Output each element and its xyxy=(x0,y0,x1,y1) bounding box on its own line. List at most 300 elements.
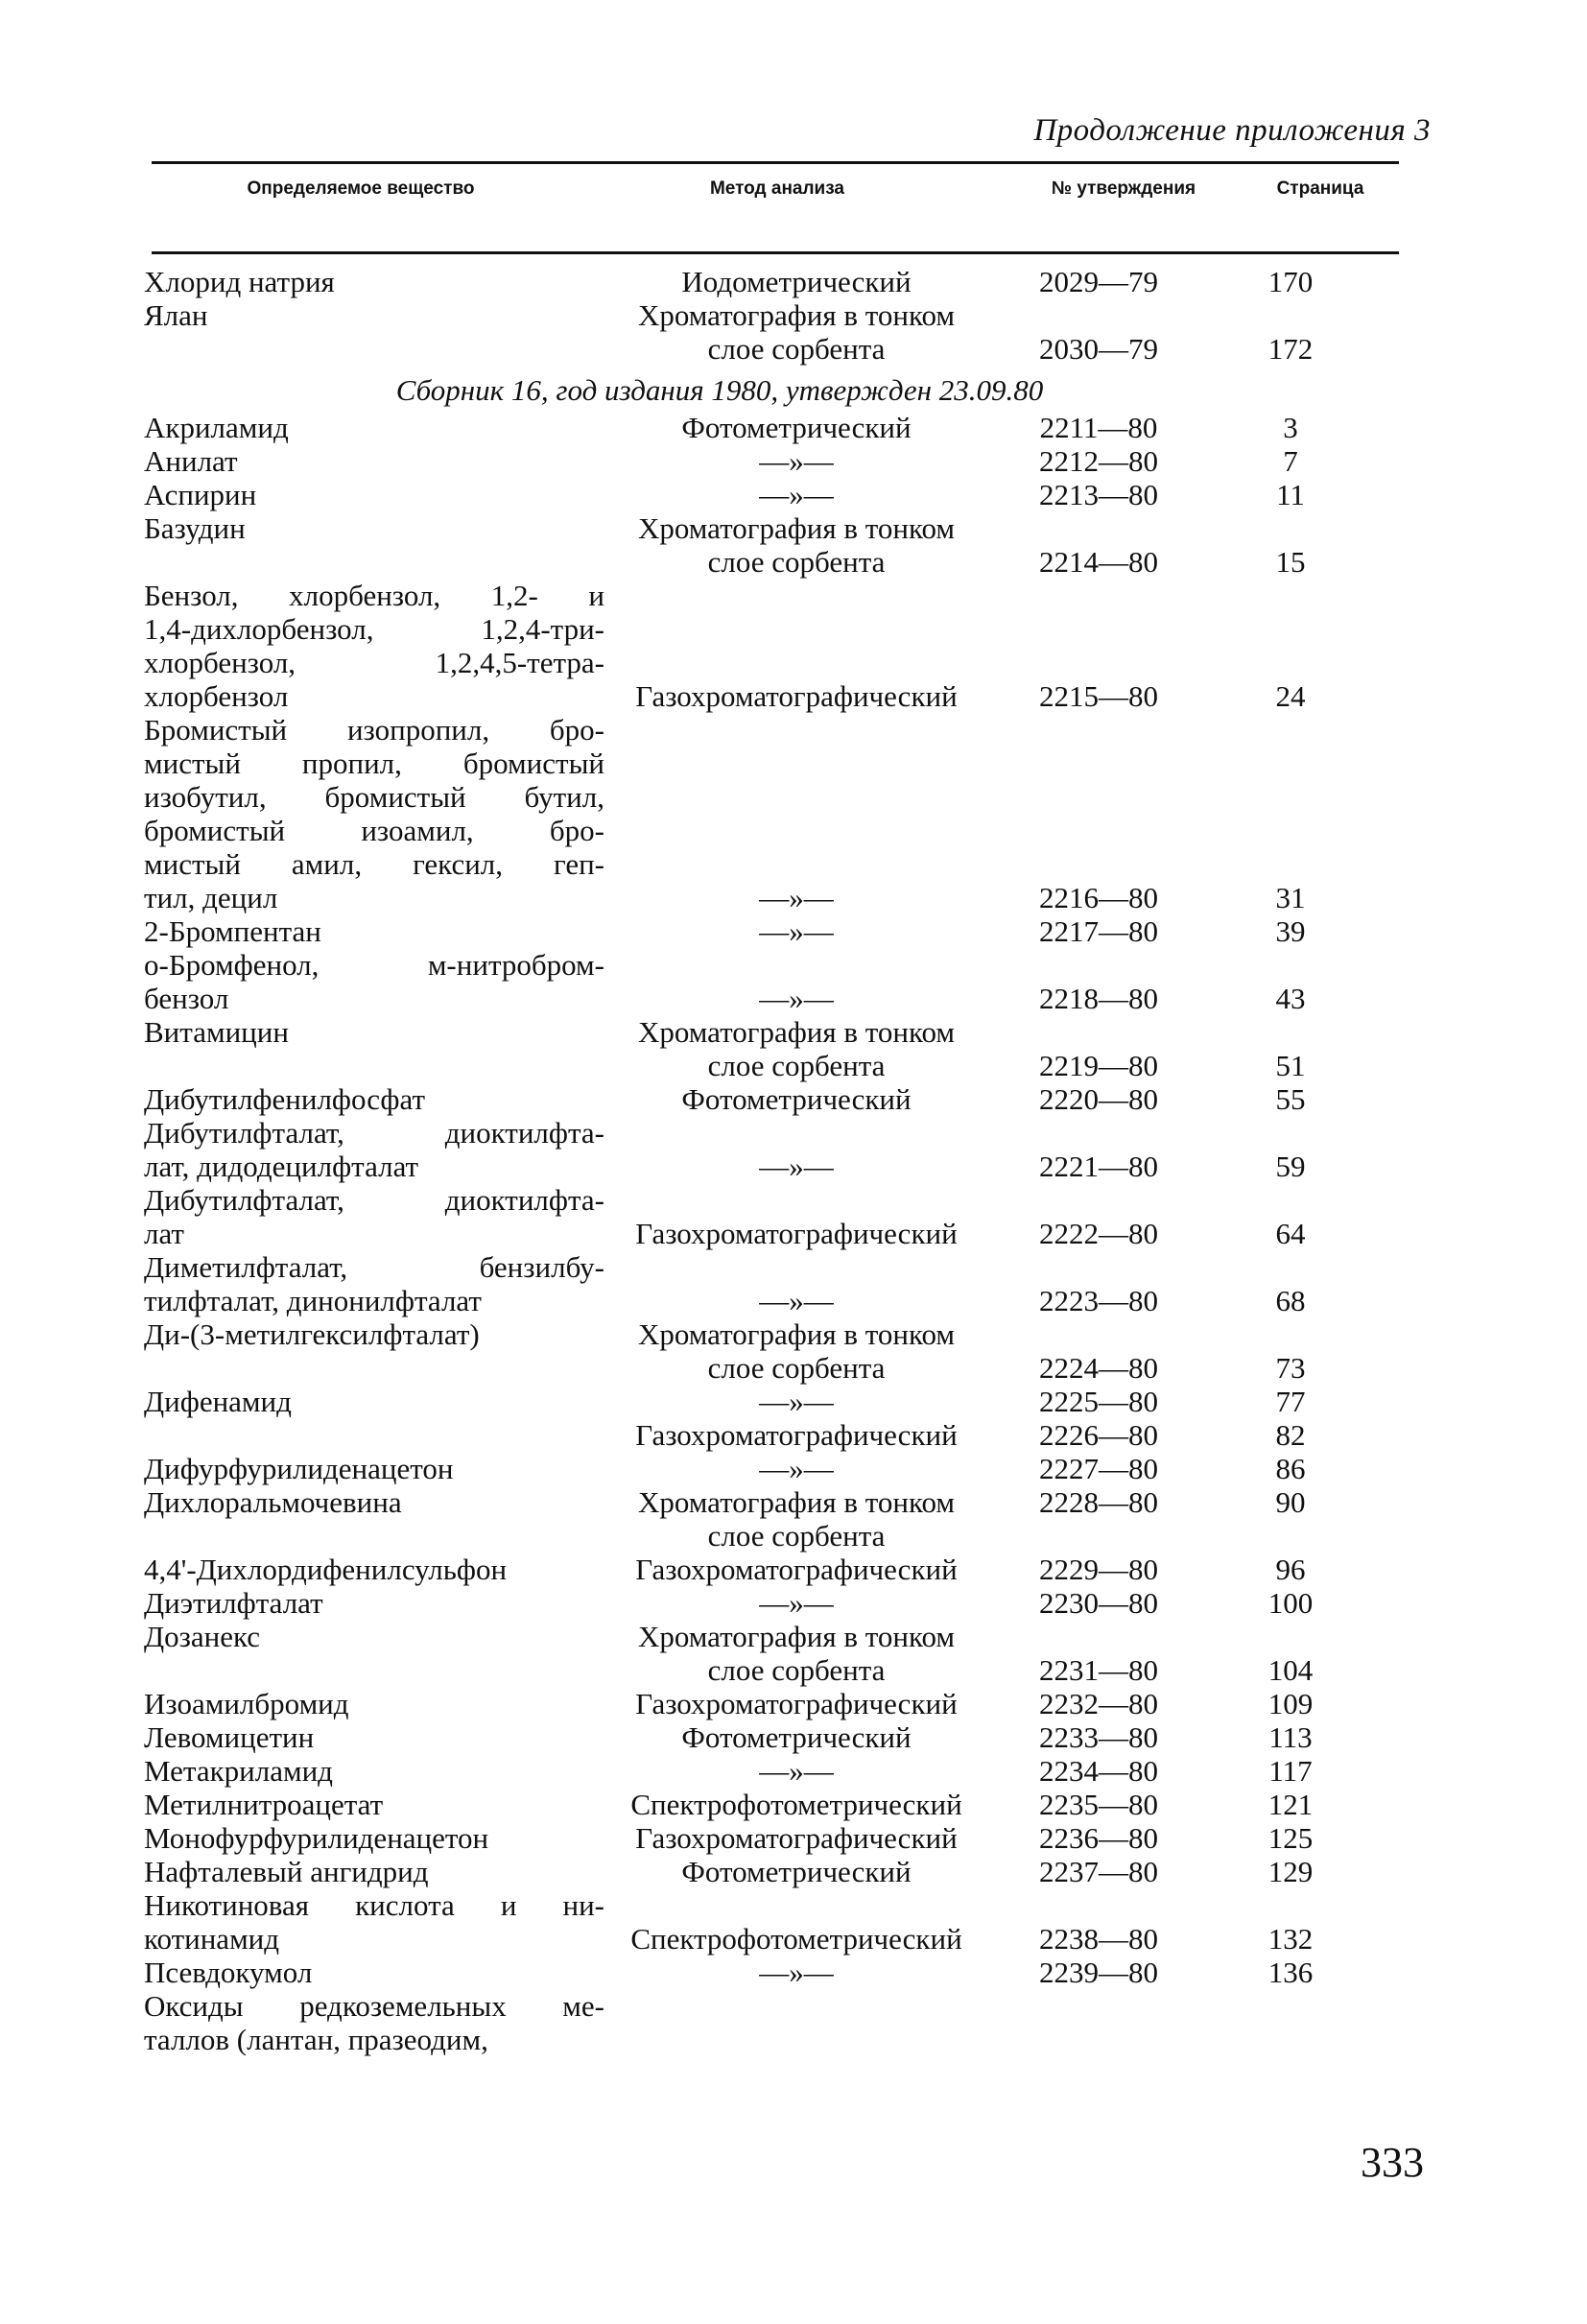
page-reference: 121 xyxy=(1267,1788,1314,1821)
approval-number: 2029—79 xyxy=(1039,265,1158,298)
page-reference: 170 xyxy=(1267,265,1314,298)
approval-number: 2230—80 xyxy=(1039,1586,1158,1620)
header-approval: № утверждения xyxy=(1051,178,1196,199)
substance-cell xyxy=(144,1620,604,1687)
method-line: —»— xyxy=(759,1754,834,1788)
substance-line: Псевдокумол xyxy=(144,1956,313,1989)
page-cell xyxy=(1209,1620,1372,1687)
approval-cell xyxy=(988,1485,1209,1553)
substance-cell xyxy=(144,1888,604,1956)
method-cell xyxy=(604,1956,988,1989)
substance-line: Анилат xyxy=(144,444,238,478)
substance-line: Дозанекс xyxy=(144,1620,261,1653)
page-cell xyxy=(1209,1855,1372,1888)
substance-line: котинамид xyxy=(144,1922,280,1956)
approval-cell xyxy=(988,1956,1209,1989)
substance-line: Монофурфурилиденацетон xyxy=(144,1821,489,1855)
substance-line: Дибутилфталат, диоктилфта- xyxy=(144,1116,604,1150)
table-row xyxy=(144,914,1401,948)
method-cell xyxy=(604,478,988,511)
approval-cell xyxy=(988,478,1209,511)
substance-line: 2-Бромпентан xyxy=(144,914,321,948)
approval-number: 2222—80 xyxy=(1039,1217,1158,1250)
substance-line: Никотиновая кислота и ни- xyxy=(144,1888,604,1922)
method-line: Газохроматографический xyxy=(635,1418,958,1452)
page-cell xyxy=(1209,444,1372,478)
page-reference: 82 xyxy=(1275,1418,1306,1452)
substance-line: Метакриламид xyxy=(144,1754,333,1788)
method-cell xyxy=(604,1250,988,1317)
substance-cell xyxy=(144,511,604,579)
method-line: слое сорбента xyxy=(707,1653,886,1687)
approval-cell xyxy=(988,1788,1209,1821)
table-row xyxy=(144,1485,1401,1553)
page-cell xyxy=(1209,1586,1372,1620)
page-reference: 3 xyxy=(1283,411,1298,444)
page-reference: 104 xyxy=(1267,1653,1314,1687)
method-line: —»— xyxy=(759,1284,834,1317)
method-line: Фотометрический xyxy=(681,411,912,444)
section-title: Сборник 16, год издания 1980, утвержден 23.09.80 xyxy=(395,373,1044,407)
method-cell xyxy=(604,713,988,914)
page-reference: 129 xyxy=(1267,1855,1314,1888)
substance-line: Хлорид натрия xyxy=(144,265,335,298)
page-cell xyxy=(1209,1183,1372,1250)
approval-cell xyxy=(988,1452,1209,1485)
substance-line: 4,4'-Дихлордифенилсульфон xyxy=(144,1553,508,1586)
page-reference: 73 xyxy=(1275,1351,1306,1385)
method-cell xyxy=(604,1989,988,2056)
method-cell xyxy=(604,1116,988,1183)
substance-cell xyxy=(144,1183,604,1250)
substance-cell xyxy=(144,1788,604,1821)
method-cell xyxy=(604,914,988,948)
substance-cell xyxy=(144,1553,604,1586)
substance-cell xyxy=(144,1082,604,1116)
approval-cell xyxy=(988,411,1209,444)
page-cell xyxy=(1209,1015,1372,1082)
method-line: Газохроматографический xyxy=(635,1553,958,1586)
method-cell xyxy=(604,1015,988,1082)
substance-cell xyxy=(144,1385,604,1418)
approval-number: 2233—80 xyxy=(1039,1720,1158,1754)
approval-number: 2228—80 xyxy=(1039,1485,1158,1519)
method-line: Газохроматографический xyxy=(635,1821,958,1855)
approval-cell xyxy=(988,1687,1209,1720)
method-cell xyxy=(604,1586,988,1620)
rows-before-section xyxy=(144,265,1401,366)
header-top-rule xyxy=(152,161,1399,164)
table-row xyxy=(144,511,1401,579)
page-reference: 109 xyxy=(1267,1687,1314,1720)
page-cell xyxy=(1209,411,1372,444)
page-reference: 64 xyxy=(1275,1217,1306,1250)
method-line: Хроматография в тонком xyxy=(637,1317,956,1351)
method-cell xyxy=(604,1788,988,1821)
substance-line: Акриламид xyxy=(144,411,289,444)
page-cell xyxy=(1209,1250,1372,1317)
approval-cell xyxy=(988,1989,1209,2056)
substance-line: Дибутилфенилфосфат xyxy=(144,1082,426,1116)
page-cell xyxy=(1209,1317,1372,1385)
page-cell xyxy=(1209,1956,1372,1989)
substance-cell xyxy=(144,1989,604,2056)
table-row xyxy=(144,1687,1401,1720)
page-reference: 15 xyxy=(1275,545,1306,579)
page-cell xyxy=(1209,579,1372,713)
table-row xyxy=(144,1788,1401,1821)
approval-cell xyxy=(988,1385,1209,1418)
approval-number: 2212—80 xyxy=(1039,444,1158,478)
page-reference: 96 xyxy=(1275,1553,1306,1586)
method-line xyxy=(793,2023,800,2056)
method-cell xyxy=(604,1183,988,1250)
substance-cell xyxy=(144,1485,604,1553)
substance-line: изобутил, бромистый бутил, xyxy=(144,780,604,814)
page-reference: 100 xyxy=(1267,1586,1314,1620)
page-reference: 117 xyxy=(1268,1754,1313,1788)
approval-number: 2214—80 xyxy=(1039,545,1158,579)
page-cell xyxy=(1209,1385,1372,1418)
method-cell xyxy=(604,1452,988,1485)
substance-line: Витамицин xyxy=(144,1015,289,1049)
table-row xyxy=(144,579,1401,713)
substance-cell xyxy=(144,1250,604,1317)
table-row xyxy=(144,1452,1401,1485)
table-row xyxy=(144,1989,1401,2056)
header-substance: Определяемое вещество xyxy=(247,178,475,199)
page-reference: 86 xyxy=(1275,1452,1306,1485)
approval-number: 2216—80 xyxy=(1039,881,1158,914)
substance-line: Дихлоральмочевина xyxy=(144,1485,402,1519)
substance-line: хлорбензол, 1,2,4,5-тетра- xyxy=(144,646,604,679)
page-cell xyxy=(1209,1452,1372,1485)
method-line: Хроматография в тонком xyxy=(637,298,956,332)
substance-cell xyxy=(144,444,604,478)
table-row xyxy=(144,1553,1401,1586)
method-line: —»— xyxy=(759,478,834,511)
page-reference: 51 xyxy=(1275,1049,1306,1082)
method-cell xyxy=(604,1082,988,1116)
substance-line: бромистый изоамил, бро- xyxy=(144,814,604,847)
page-cell xyxy=(1209,478,1372,511)
approval-number: 2223—80 xyxy=(1039,1284,1158,1317)
approval-number: 2238—80 xyxy=(1039,1922,1158,1956)
page-cell xyxy=(1209,1687,1372,1720)
substance-line: Нафталевый ангидрид xyxy=(144,1855,429,1888)
page-cell xyxy=(1209,1788,1372,1821)
method-line: Фотометрический xyxy=(681,1082,912,1116)
table-header xyxy=(152,178,1399,217)
page-reference: 68 xyxy=(1275,1284,1306,1317)
approval-number: 2234—80 xyxy=(1039,1754,1158,1788)
approval-cell xyxy=(988,948,1209,1015)
approval-number: 2237—80 xyxy=(1039,1855,1158,1888)
approval-number: 2235—80 xyxy=(1039,1788,1158,1821)
method-line: слое сорбента xyxy=(707,545,886,579)
page-reference: 172 xyxy=(1267,332,1314,366)
approval-cell xyxy=(988,579,1209,713)
substance-line: 1,4-дихлорбензол, 1,2,4-три- xyxy=(144,612,604,646)
table-row xyxy=(144,1888,1401,1956)
method-cell xyxy=(604,1317,988,1385)
method-cell xyxy=(604,444,988,478)
page-cell xyxy=(1209,265,1372,298)
approval-cell xyxy=(988,1821,1209,1855)
substance-line: Дифенамид xyxy=(144,1385,292,1418)
approval-cell xyxy=(988,914,1209,948)
header-page: Страница xyxy=(1276,178,1364,199)
approval-cell xyxy=(988,1082,1209,1116)
method-cell xyxy=(604,298,988,366)
page-cell xyxy=(1209,1553,1372,1586)
substance-line: бензол xyxy=(144,982,229,1015)
substance-line: таллов (лантан, празеодим, xyxy=(144,2023,488,2056)
method-line: —»— xyxy=(759,982,834,1015)
approval-cell xyxy=(988,1586,1209,1620)
approval-number: 2218—80 xyxy=(1039,982,1158,1015)
page-cell xyxy=(1209,948,1372,1015)
method-line: Хроматография в тонком xyxy=(637,1620,956,1653)
approval-cell xyxy=(988,298,1209,366)
substance-cell xyxy=(144,713,604,914)
method-line: —»— xyxy=(759,1586,834,1620)
method-line: Фотометрический xyxy=(681,1720,912,1754)
table-row xyxy=(144,1015,1401,1082)
substance-cell xyxy=(144,1418,604,1452)
page-cell xyxy=(1209,1989,1372,2056)
method-line: —»— xyxy=(759,1956,834,1989)
substance-line: Дибутилфталат, диоктилфта- xyxy=(144,1183,604,1217)
approval-cell xyxy=(988,265,1209,298)
substance-cell xyxy=(144,914,604,948)
method-line: слое сорбента xyxy=(707,1049,886,1082)
substance-line: мистый амил, гексил, геп- xyxy=(144,847,604,881)
method-line: Иодометрический xyxy=(681,265,912,298)
method-cell xyxy=(604,1620,988,1687)
approval-number: 2229—80 xyxy=(1039,1553,1158,1586)
substance-cell xyxy=(144,298,604,366)
table-row xyxy=(144,1855,1401,1888)
page-reference: 136 xyxy=(1267,1956,1314,1989)
substance-cell xyxy=(144,948,604,1015)
page-reference: 90 xyxy=(1275,1485,1306,1519)
method-cell xyxy=(604,1821,988,1855)
method-cell xyxy=(604,411,988,444)
substance-line xyxy=(144,1418,604,1452)
table-row xyxy=(144,1385,1401,1418)
method-cell xyxy=(604,1485,988,1553)
method-cell xyxy=(604,1754,988,1788)
substance-cell xyxy=(144,1116,604,1183)
page-reference: 24 xyxy=(1275,679,1306,713)
page-reference: 43 xyxy=(1275,982,1306,1015)
table-row xyxy=(144,1754,1401,1788)
table-row xyxy=(144,948,1401,1015)
substance-line: хлорбензол xyxy=(144,679,289,713)
method-line: Фотометрический xyxy=(681,1855,912,1888)
substance-cell xyxy=(144,265,604,298)
page-reference: 31 xyxy=(1275,881,1306,914)
page-cell xyxy=(1209,1418,1372,1452)
method-line: Газохроматографический xyxy=(635,1217,958,1250)
substance-cell xyxy=(144,1821,604,1855)
table-row xyxy=(144,298,1401,366)
page-cell xyxy=(1209,1082,1372,1116)
approval-cell xyxy=(988,1855,1209,1888)
approval-cell xyxy=(988,1116,1209,1183)
approval-cell xyxy=(988,511,1209,579)
substance-line: лат xyxy=(144,1217,184,1250)
method-line: —»— xyxy=(759,1150,834,1183)
substance-line: тилфталат, динонилфталат xyxy=(144,1284,482,1317)
method-line: —»— xyxy=(759,881,834,914)
substance-table xyxy=(144,265,1401,2056)
method-line: Хроматография в тонком xyxy=(637,511,956,545)
method-line: —»— xyxy=(759,914,834,948)
substance-cell xyxy=(144,1855,604,1888)
approval-number: 2227—80 xyxy=(1039,1452,1158,1485)
substance-cell xyxy=(144,1956,604,1989)
method-cell xyxy=(604,1553,988,1586)
page-reference: 11 xyxy=(1276,478,1305,511)
substance-line: Аспирин xyxy=(144,478,257,511)
approval-cell xyxy=(988,1620,1209,1687)
table-row xyxy=(144,1821,1401,1855)
substance-line: Ялан xyxy=(144,298,208,332)
table-row xyxy=(144,1317,1401,1385)
approval-number: 2224—80 xyxy=(1039,1351,1158,1385)
substance-line: о-Бромфенол, м-нитробром- xyxy=(144,948,604,982)
method-cell xyxy=(604,1888,988,1956)
substance-line: Диэтилфталат xyxy=(144,1586,323,1620)
approval-number: 2211—80 xyxy=(1039,411,1158,444)
approval-cell xyxy=(988,1418,1209,1452)
substance-line: мистый пропил, бромистый xyxy=(144,747,604,780)
method-line: слое сорбента xyxy=(707,1519,886,1553)
method-line: Газохроматографический xyxy=(635,679,958,713)
substance-cell xyxy=(144,579,604,713)
approval-cell xyxy=(988,1720,1209,1754)
table-row xyxy=(144,1586,1401,1620)
approval-number: 2225—80 xyxy=(1039,1385,1158,1418)
continuation-note: Продолжение приложения 3 xyxy=(1033,113,1431,148)
approval-number: 2215—80 xyxy=(1039,679,1158,713)
rows-section xyxy=(144,411,1401,2056)
substance-line: Базудин xyxy=(144,511,246,545)
substance-line: тил, децил xyxy=(144,881,278,914)
page-reference: 39 xyxy=(1275,914,1306,948)
substance-cell xyxy=(144,478,604,511)
substance-line: Изоамилбромид xyxy=(144,1687,349,1720)
substance-line: Левомицетин xyxy=(144,1720,315,1754)
method-cell xyxy=(604,579,988,713)
method-line: —»— xyxy=(759,1385,834,1418)
table-row xyxy=(144,1116,1401,1183)
approval-number: 2219—80 xyxy=(1039,1049,1158,1082)
method-line: —»— xyxy=(759,1452,834,1485)
page-cell xyxy=(1209,914,1372,948)
method-line: Хроматография в тонком xyxy=(637,1485,956,1519)
approval-number: 2236—80 xyxy=(1039,1821,1158,1855)
approval-number: 2030—79 xyxy=(1039,332,1158,366)
approval-cell xyxy=(988,1553,1209,1586)
substance-line: Дифурфурилиденацетон xyxy=(144,1452,454,1485)
page-reference: 132 xyxy=(1267,1922,1314,1956)
method-cell xyxy=(604,1720,988,1754)
method-cell xyxy=(604,948,988,1015)
method-cell xyxy=(604,1385,988,1418)
substance-cell xyxy=(144,1754,604,1788)
table-row xyxy=(144,713,1401,914)
substance-line: Бромистый изопропил, бро- xyxy=(144,713,604,747)
page-reference: 77 xyxy=(1275,1385,1306,1418)
table-row xyxy=(144,1956,1401,1989)
method-line: Газохроматографический xyxy=(635,1687,958,1720)
substance-cell xyxy=(144,1317,604,1385)
substance-cell xyxy=(144,1687,604,1720)
table-row xyxy=(144,411,1401,444)
approval-cell xyxy=(988,1183,1209,1250)
substance-line: Оксиды редкоземельных ме- xyxy=(144,1989,604,2023)
approval-number: 2239—80 xyxy=(1039,1956,1158,1989)
table-row xyxy=(144,478,1401,511)
substance-cell xyxy=(144,1452,604,1485)
substance-line: лат, дидодецилфталат xyxy=(144,1150,419,1183)
substance-line: Диметилфталат, бензилбу- xyxy=(144,1250,604,1284)
table-row xyxy=(144,444,1401,478)
table-row xyxy=(144,1720,1401,1754)
approval-cell xyxy=(988,713,1209,914)
page-cell xyxy=(1209,1754,1372,1788)
page-cell xyxy=(1209,1720,1372,1754)
page-reference: 55 xyxy=(1275,1082,1306,1116)
method-line: слое сорбента xyxy=(707,1351,886,1385)
page-number: 333 xyxy=(1361,2139,1424,2186)
substance-line: Бензол, хлорбензол, 1,2- и xyxy=(144,579,604,612)
method-cell xyxy=(604,511,988,579)
header-method: Метод анализа xyxy=(709,178,844,199)
approval-number: 2232—80 xyxy=(1039,1687,1158,1720)
substance-cell xyxy=(144,411,604,444)
approval-number: 2217—80 xyxy=(1039,914,1158,948)
approval-number: 2231—80 xyxy=(1039,1653,1158,1687)
method-cell xyxy=(604,1687,988,1720)
page-reference: 7 xyxy=(1283,444,1298,478)
page-reference: 113 xyxy=(1268,1720,1313,1754)
approval-cell xyxy=(988,1888,1209,1956)
substance-cell xyxy=(144,1720,604,1754)
method-cell xyxy=(604,265,988,298)
page-cell xyxy=(1209,1485,1372,1553)
page-cell xyxy=(1209,1888,1372,1956)
table-row xyxy=(144,265,1401,298)
table-row xyxy=(144,1250,1401,1317)
method-line: Спектрофотометрический xyxy=(630,1788,962,1821)
approval-number: 2226—80 xyxy=(1039,1418,1158,1452)
page-reference: 125 xyxy=(1267,1821,1314,1855)
substance-line: Метилнитроацетат xyxy=(144,1788,384,1821)
method-cell xyxy=(604,1418,988,1452)
table-row xyxy=(144,1082,1401,1116)
approval-cell xyxy=(988,444,1209,478)
page-cell xyxy=(1209,1821,1372,1855)
method-line: слое сорбента xyxy=(707,332,886,366)
page-cell xyxy=(1209,713,1372,914)
page-cell xyxy=(1209,1116,1372,1183)
page-cell xyxy=(1209,298,1372,366)
approval-cell xyxy=(988,1250,1209,1317)
